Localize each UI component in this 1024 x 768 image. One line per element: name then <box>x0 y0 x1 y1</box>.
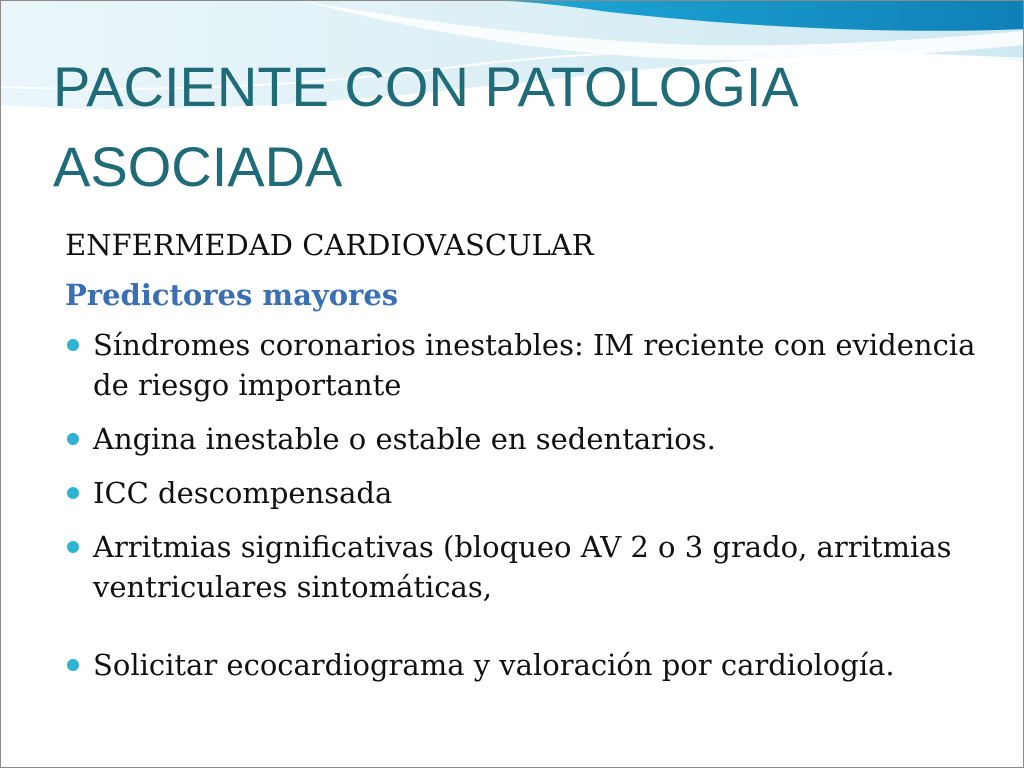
bullet-text: Angina inestable o estable en sedentarios. <box>93 422 716 456</box>
slide-body <box>65 223 995 699</box>
section-subheading: Predictores mayores <box>65 278 399 312</box>
section-heading: ENFERMEDAD CARDIOVASCULAR <box>65 228 594 262</box>
bullet-dot-icon <box>67 339 79 351</box>
bullet-text: Solicitar ecocardiograma y valoración por cardiología. <box>93 648 895 682</box>
bullet-text: Síndromes coronarios inestables: IM reciente con evidencia de riesgo importante <box>93 328 976 402</box>
slide-title: PACIENTE CON PATOLOGIA ASOCIADA <box>53 55 796 198</box>
bullet-item <box>65 527 995 607</box>
bullet-dot-icon <box>67 487 79 499</box>
bullet-dot-icon <box>67 433 79 445</box>
bullet-item <box>65 325 995 405</box>
bullet-list <box>65 325 995 685</box>
bullet-dot-icon <box>67 659 79 671</box>
bullet-item <box>65 473 995 513</box>
bullet-text: ICC descompensada <box>93 476 393 510</box>
bullet-dot-icon <box>67 541 79 553</box>
bullet-item <box>65 645 995 685</box>
bullet-item <box>65 419 995 459</box>
bullet-text: Arritmias significativas (bloqueo AV 2 o 3 grado, arritmias ventriculares sintomáticas, <box>93 530 952 604</box>
